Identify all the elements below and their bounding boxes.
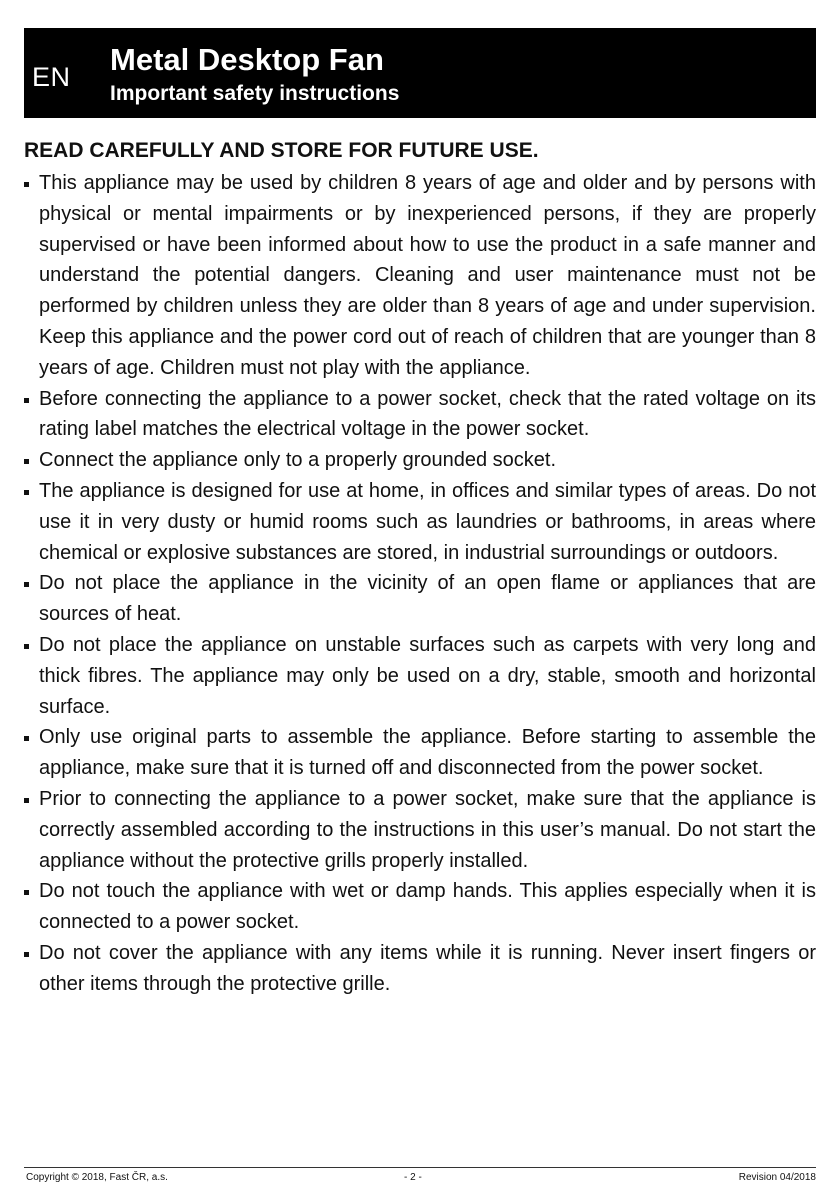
instruction-list [24,168,816,1000]
list-item-text: Before connecting the appliance to a power socket, check that the rated voltage on its rating label matches the electrical voltage in the power socket. [39,387,816,441]
header-banner [24,28,816,118]
bullet-icon [24,582,29,587]
list-item-text: The appliance is designed for use at home, in offices and similar types of areas. Do not use it in very dusty or humid rooms such as laundries or bathrooms, in areas where chemical or explosive substances are stored, in industrial surroundings or outdoors. [39,479,816,564]
list-item [24,168,816,384]
page-footer [24,1172,816,1186]
bullet-icon [24,459,29,464]
bullet-icon [24,952,29,957]
list-item [24,630,816,722]
safety-instructions [24,136,816,1000]
list-item-text: Do not place the appliance in the vicinity of an open flame or appliances that are sources of heat. [39,572,816,626]
bullet-icon [24,182,29,187]
page-number: - 2 - [404,1172,422,1183]
intro-heading: READ CAREFULLY AND STORE FOR FUTURE USE. [24,139,539,162]
list-item-text: Connect the appliance only to a properly grounded socket. [39,449,557,472]
footer-divider [24,1167,816,1168]
list-item [24,476,816,568]
copyright-text: Copyright © 2018, Fast ČR, a.s. [26,1172,168,1183]
revision-text: Revision 04/2018 [738,1172,816,1183]
bullet-icon [24,398,29,403]
list-item [24,722,816,784]
language-code: EN [32,62,71,92]
list-item [24,568,816,630]
bullet-icon [24,644,29,649]
bullet-icon [24,890,29,895]
list-item-text: Do not touch the appliance with wet or damp hands. This applies especially when it is connected to a power socket. [39,880,816,934]
list-item-text: Only use original parts to assemble the appliance. Before starting to assemble the appliance, make sure that it is turned off and disconnected from the power socket. [39,726,816,780]
list-item [24,445,816,476]
document-title: Metal Desktop Fan [110,42,384,77]
list-item-text: This appliance may be used by children 8 years of age and older and by persons with physical or mental impairments or by inexperienced persons, if they are properly supervised or have been informed about how to use the product in a safe manner and understand the potential dangers. Cleaning and user maintenance must not be performed by children unless they are older than 8 years of age and under supervision. Keep this appliance and the power cord out of reach of children that are younger than 8 years of age. Children must not play with the appliance. [39,172,816,379]
bullet-icon [24,736,29,741]
list-item [24,384,816,446]
bullet-icon [24,798,29,803]
list-item-text: Prior to connecting the appliance to a power socket, make sure that the appliance is correctly assembled according to the instructions in this user’s manual. Do not start the appliance without the protective grills properly installed. [39,787,816,872]
list-item-text: Do not place the appliance on unstable surfaces such as carpets with very long and thick fibres. The appliance may only be used on a dry, stable, smooth and horizontal surface. [39,633,816,718]
list-item-text: Do not cover the appliance with any items while it is running. Never insert fingers or other items through the protective grille. [39,941,816,995]
list-item [24,876,816,938]
bullet-icon [24,490,29,495]
list-item [24,784,816,876]
document-subtitle: Important safety instructions [110,82,400,105]
list-item [24,938,816,1000]
